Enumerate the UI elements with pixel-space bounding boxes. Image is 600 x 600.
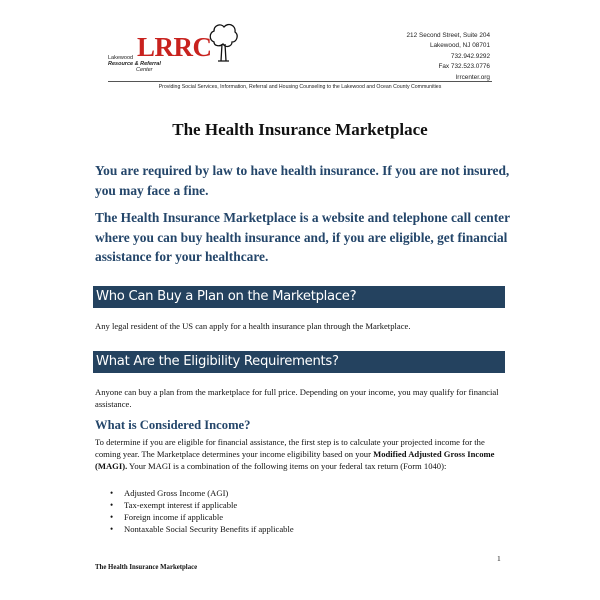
section-heading-eligibility: What Are the Eligibility Requirements? bbox=[93, 351, 505, 373]
contact-phone: 732.942.9292 bbox=[450, 52, 490, 60]
contact-fax: Fax 732.523.0776 bbox=[438, 63, 490, 71]
income-text-after: Your MAGI is a combination of the following items on your federal tax return (Form 1040): bbox=[127, 461, 447, 471]
magi-bold-term: Modified Adjusted Gross Income (MAGI). bbox=[95, 449, 495, 471]
lrrc-logo bbox=[108, 22, 238, 80]
list-item: • Nontaxable Social Security Benefits if applicable bbox=[110, 523, 294, 535]
logo-name-bold: Resource & Referral bbox=[108, 61, 161, 67]
contact-address1: 212 Second Street, Suite 204 bbox=[406, 32, 490, 39]
list-item: • Adjusted Gross Income (AGI) bbox=[110, 487, 294, 499]
section-heading-income: What is Considered Income? bbox=[95, 418, 251, 432]
letterhead-divider bbox=[108, 81, 492, 82]
magi-items-list bbox=[110, 487, 294, 535]
logo-name-center: Center bbox=[136, 67, 153, 73]
page-number: 1 bbox=[497, 554, 501, 563]
section-body-income bbox=[95, 436, 500, 472]
section-body-who-can-buy: Any legal resident of the US can apply for a health insurance plan through the Marketplace. bbox=[95, 321, 411, 331]
contact-web: lrrcenter.org bbox=[455, 73, 490, 81]
intro-paragraph-1: You are required by law to have health insurance. If you are not insured, you may face a fine. bbox=[95, 163, 510, 198]
income-text-before: To determine if you are eligible for financial assistance, the first step is to calculate your projected income for the coming year. The Marketplace determines your income eligibility based on your bbox=[95, 437, 485, 459]
letterhead-tagline: Providing Social Services, Information, Referral and Housing Counseling to the Lakewood and Ocean County Communities bbox=[158, 84, 442, 90]
footer-running-title: The Health Insurance Marketplace bbox=[95, 564, 198, 571]
logo-name-small: Lakewood bbox=[108, 55, 134, 61]
page-title: The Health Insurance Marketplace bbox=[172, 120, 428, 139]
section-body-eligibility: Anyone can buy a plan from the marketplace for full price. Depending on your income, you may qualify for financial assistance. bbox=[95, 387, 499, 409]
contact-address2: Lakewood, NJ 08701 bbox=[429, 42, 490, 50]
contact-info bbox=[407, 31, 491, 83]
letterhead bbox=[0, 0, 600, 98]
list-item: • Foreign income if applicable bbox=[110, 511, 294, 523]
intro-paragraph-2: The Health Insurance Marketplace is a website and telephone call center where you can buy health insurance and, if you are eligible, get financial assistance for your healthcare. bbox=[95, 210, 510, 264]
section-heading-who-can-buy: Who Can Buy a Plan on the Marketplace? bbox=[93, 286, 505, 308]
tree-icon bbox=[208, 22, 238, 64]
list-item: • Tax-exempt interest if applicable bbox=[110, 499, 294, 511]
logo-acronym: LRRC bbox=[137, 32, 212, 62]
